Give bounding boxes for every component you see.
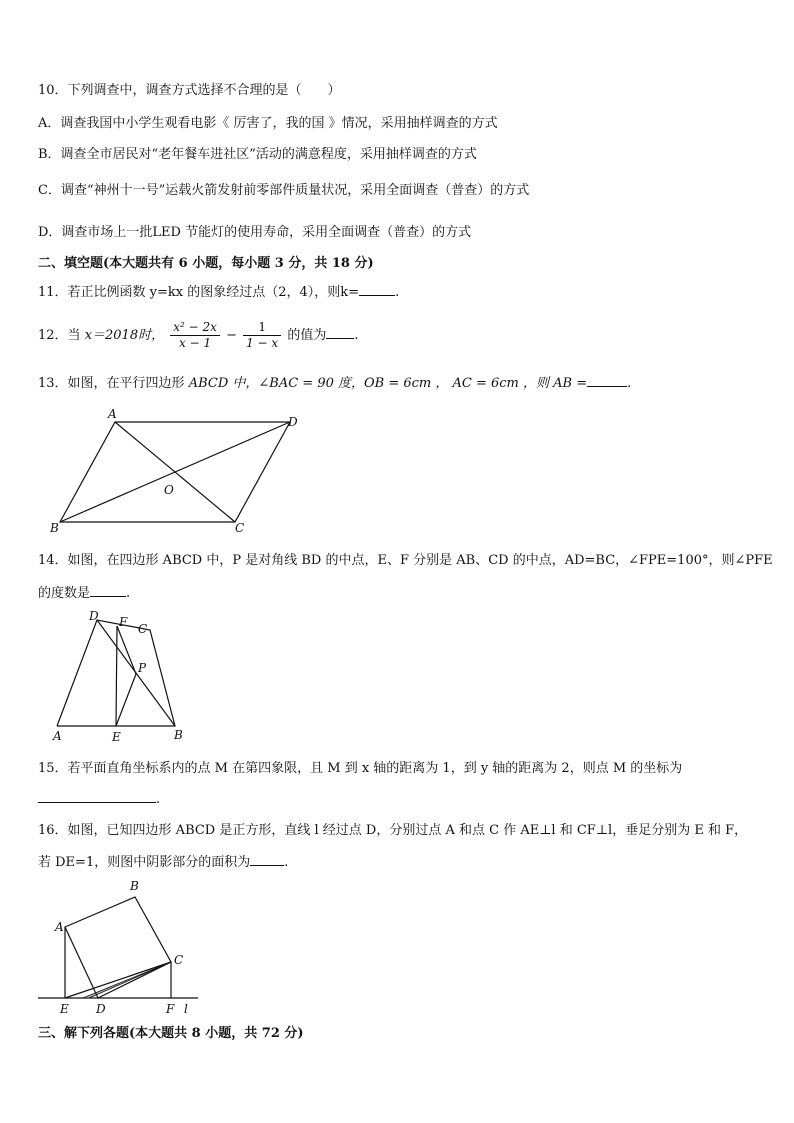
q16-label-F: F	[166, 1002, 175, 1016]
q12-pre: 12．当	[38, 328, 85, 343]
q16-segment-EC	[65, 962, 171, 998]
q12	[38, 318, 359, 354]
q14-line-2	[38, 584, 130, 603]
q13-diagonal-BD	[60, 422, 290, 522]
q12-condition: x＝2018时，	[84, 328, 165, 343]
q14-label-E: E	[112, 730, 121, 744]
q15-line-2	[38, 790, 160, 809]
q15-line-1: 15．若平面直角坐标系内的点 M 在第四象限，且 M 到 x 轴的距离为 1，到 y 轴的距离为 2，则点 M 的坐标为	[38, 761, 683, 776]
q10-option-b: B．调查全市居民对“老年餐车进社区”活动的满意程度，采用抽样调查的方式	[38, 147, 477, 162]
q16-label-E: E	[60, 1002, 69, 1016]
q16-label-D: D	[96, 1002, 106, 1016]
q16-label-l: l	[184, 1002, 188, 1016]
q13-answer-blank	[587, 374, 627, 387]
q11-text: 11．若正比例函数 y=kx 的图象经过点（2，4），则k=	[38, 285, 360, 300]
q12-post: 的值为	[287, 328, 327, 343]
q14-label-B: B	[174, 728, 183, 742]
q13-pre: 13．如图，在平行四边形	[38, 376, 189, 391]
q14-label-D: D	[89, 609, 99, 623]
q12-fraction-1-denominator: x − 1	[179, 336, 212, 350]
q11-answer-blank	[359, 283, 395, 296]
q13-label-D: D	[288, 415, 298, 429]
q12-fraction-2	[243, 320, 281, 351]
q15-answer-blank	[38, 790, 156, 803]
q16-answer-blank	[250, 853, 284, 866]
q14-quadrilateral-figure	[45, 608, 205, 748]
q10-option-d: D．调查市场上一批LED 节能灯的使用寿命，采用全面调查（普查）的方式	[38, 225, 472, 240]
q14-answer-blank	[90, 584, 126, 597]
q13-label-A: A	[108, 407, 117, 421]
q11	[38, 283, 399, 302]
q10-option-c: C．调查“神州十一号”运载火箭发射前零部件质量状况，采用全面调查（普查）的方式	[38, 183, 530, 198]
q16-label-A: A	[55, 920, 64, 934]
q13	[38, 374, 631, 393]
q14-label-A: A	[53, 729, 62, 743]
q10-option-a: A．调查我国中小学生观看电影《 厉害了，我的国 》情况，采用抽样调查的方式	[38, 116, 498, 131]
q14-segment-FP	[117, 626, 136, 674]
q16-end: .	[284, 855, 289, 870]
q16-shaded-region	[83, 962, 171, 998]
q16-line-2	[38, 853, 288, 872]
q16-line-2-text: 若 DE=1，则图中阴影部分的面积为	[38, 855, 251, 870]
q14-label-P: P	[138, 661, 147, 675]
q13-label-C: C	[235, 521, 245, 535]
q14-end: .	[126, 586, 131, 601]
q13-label-B: B	[50, 521, 59, 535]
q14-line-1: 14．如图，在四边形 ABCD 中，P 是对角线 BD 的中点，E、F 分别是 AB、CD 的中点，AD=BC，∠FPE=100°，则∠PFE	[38, 553, 773, 568]
q16-label-C: C	[174, 953, 184, 967]
q13-parallelogram-figure	[45, 407, 315, 540]
q13-label-O: O	[164, 483, 174, 497]
q13-shape: ABCD	[188, 376, 229, 391]
q13-end: .	[627, 376, 632, 391]
q14-label-C: C	[138, 622, 148, 636]
q12-fraction-1-numerator: x² − 2x	[170, 320, 220, 336]
q16-square-ABCD	[65, 897, 171, 998]
q10-stem: 10．下列调查中，调查方式选择不合理的是（ ）	[38, 83, 341, 98]
q13-mid: 中，∠BAC = 90 度，OB = 6cm ， AC = 6cm ，则 AB =	[228, 376, 588, 391]
q11-end: .	[395, 285, 400, 300]
q14-segment-EP	[116, 674, 136, 726]
section-2-heading: 二、填空题(本大题共有 6 小题，每小题 3 分，共 18 分)	[38, 256, 374, 271]
q12-fraction-2-denominator: 1 − x	[246, 336, 279, 350]
q12-end: .	[354, 328, 359, 343]
q14-segment-FE	[116, 626, 117, 726]
q12-fraction-1	[170, 320, 220, 351]
q12-fraction-2-numerator: 1	[243, 320, 281, 336]
q12-minus: −	[226, 328, 237, 343]
q14-label-F: F	[119, 615, 128, 629]
q12-answer-blank	[326, 326, 354, 339]
q16-square-figure	[38, 880, 218, 1020]
q16-line-1: 16．如图，已知四边形 ABCD 是正方形，直线 l 经过点 D，分别过点 A 和点 C 作 AE⊥l 和 CF⊥l，垂足分别为 E 和 F，	[38, 823, 748, 838]
section-3-heading: 三、解下列各题(本大题共 8 小题，共 72 分)	[38, 1026, 304, 1041]
q14-line-2-text: 的度数是	[38, 586, 91, 601]
q16-label-B: B	[130, 879, 139, 893]
q15-end: .	[156, 792, 161, 807]
